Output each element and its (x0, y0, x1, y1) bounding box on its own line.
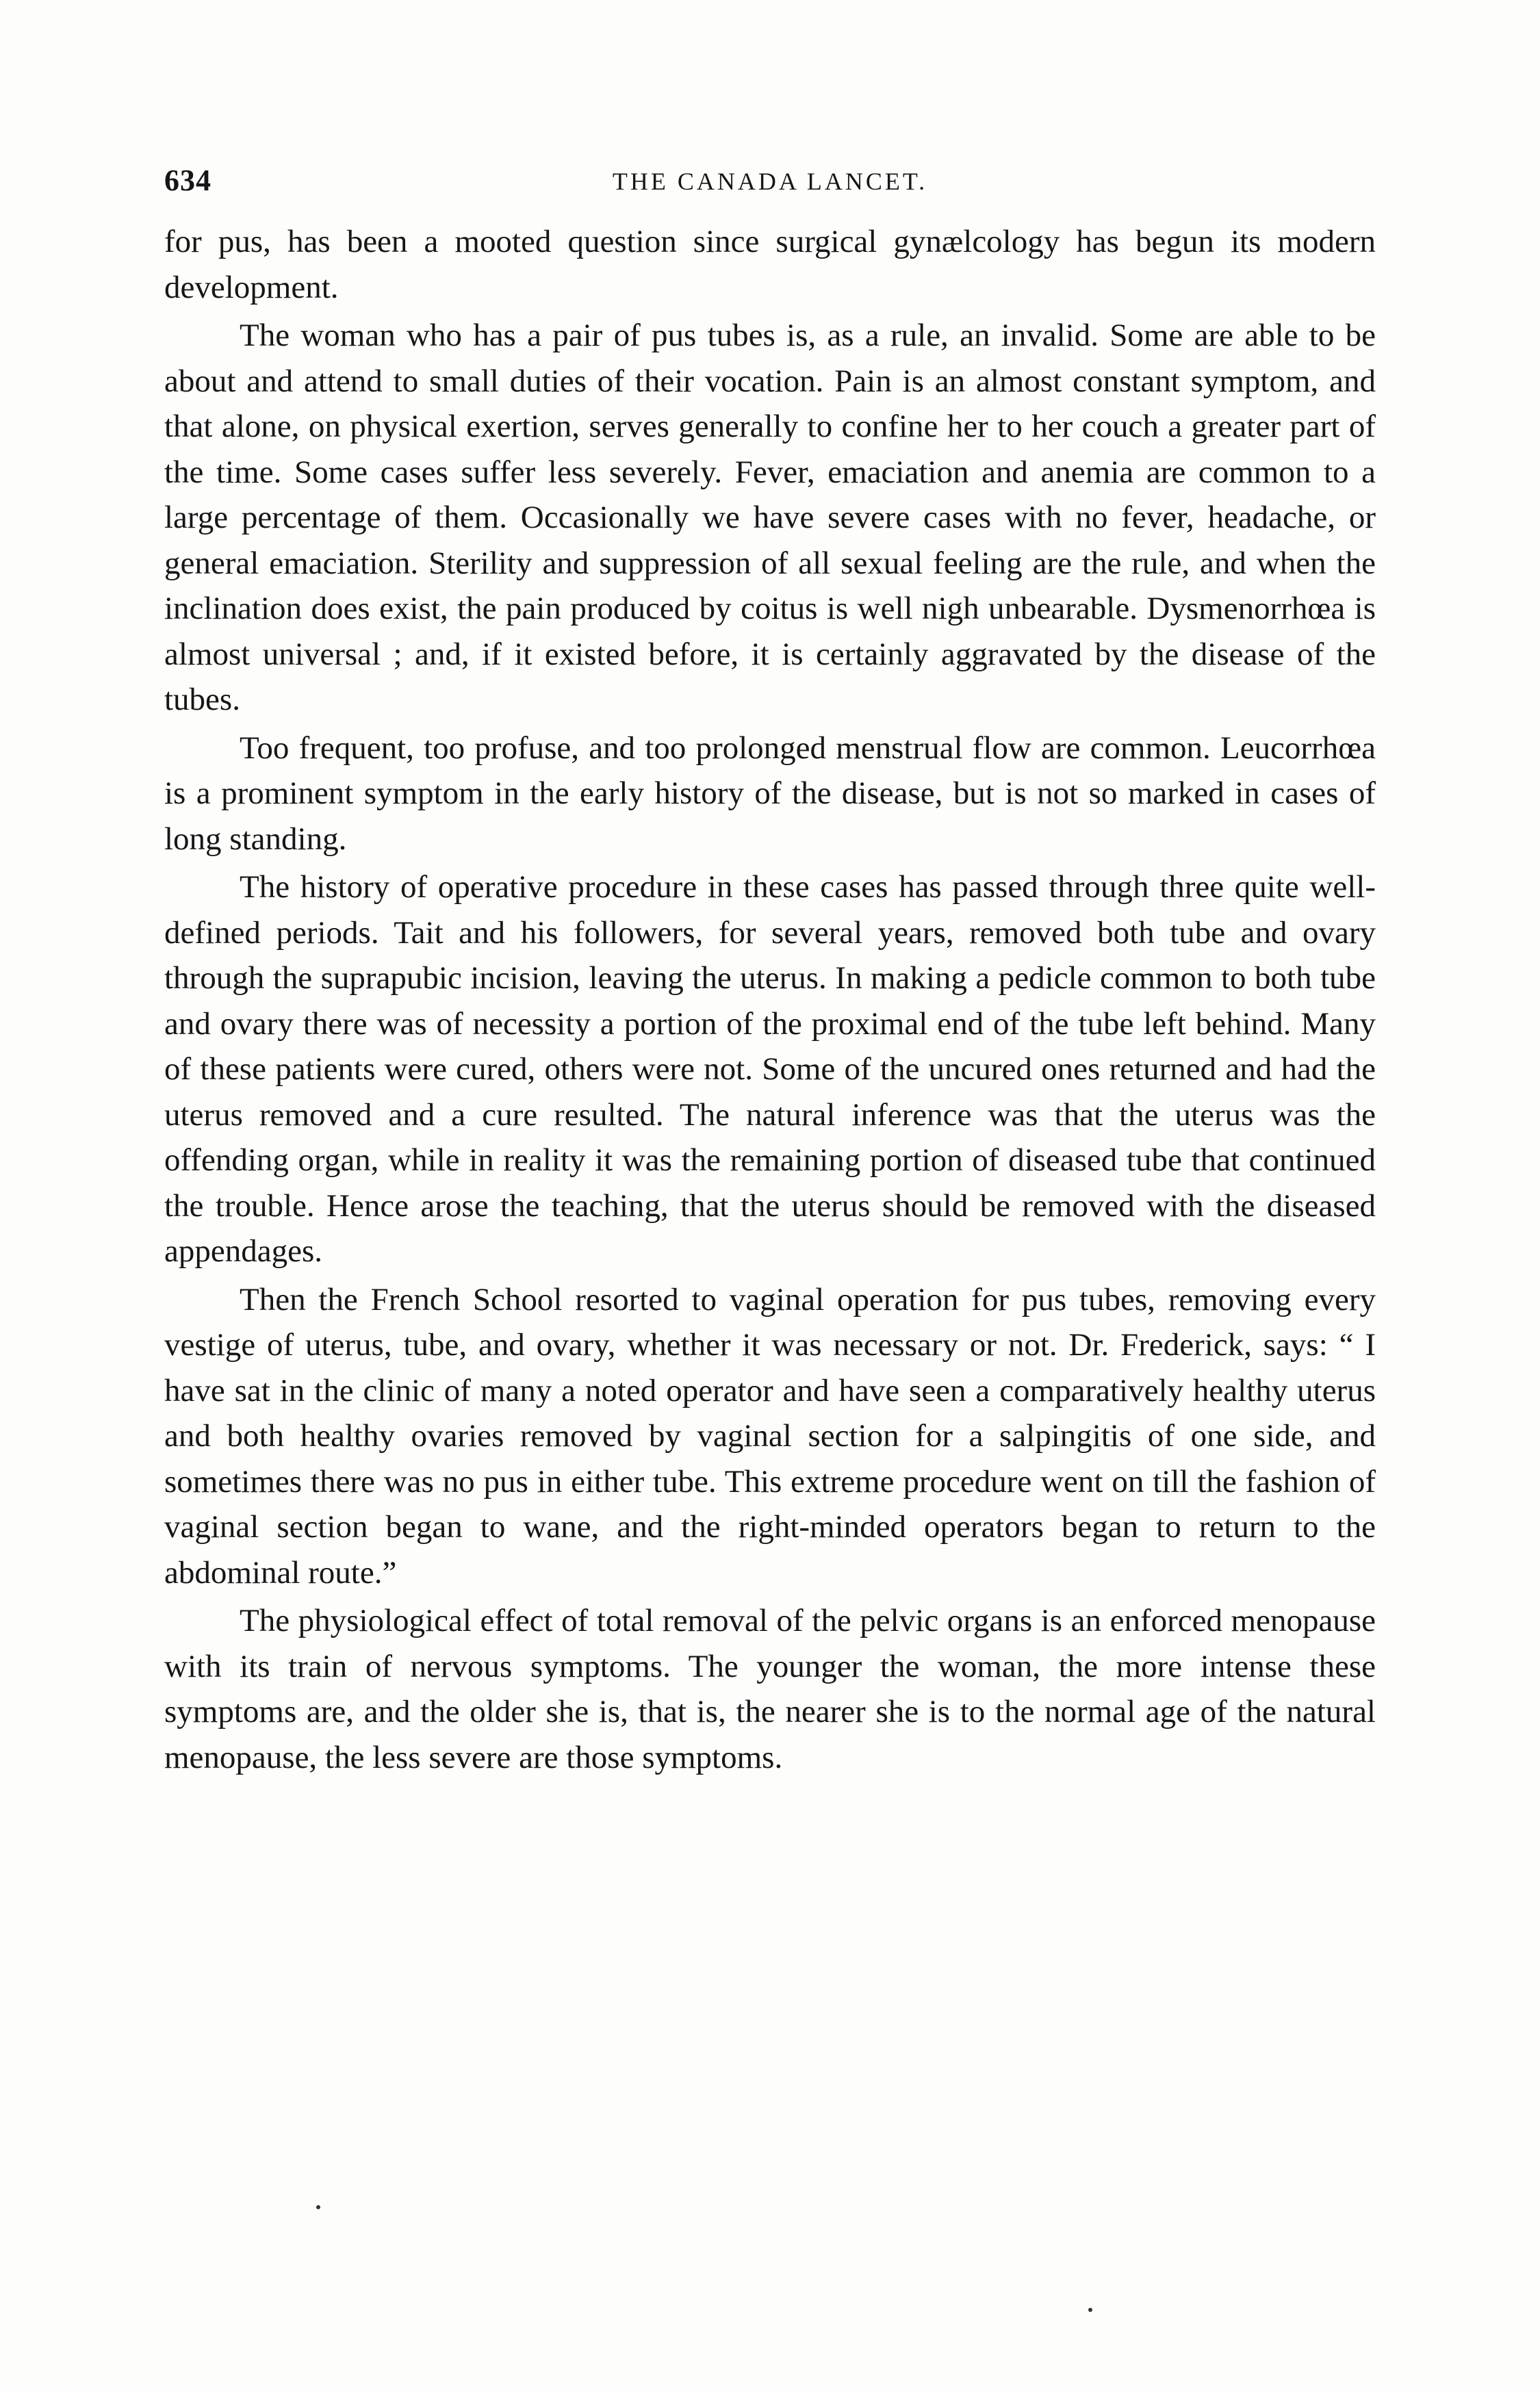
running-title: THE CANADA LANCET. (612, 168, 928, 195)
print-speck (1088, 2308, 1092, 2312)
paragraph-symptoms: The woman who has a pair of pus tubes is, as a rule, an invalid. Some are able to be about and attend to small duties of their vocation. Pain is an almost constant symptom, and that alone, on physical exertion, serves generally to confine her to her couch a greater part of the time. Some cases suffer less severely. Fever, emaciation and anemia are common to a large percentage of them. Occasionally we have severe cases with no fever, headache, or general emaciation. Sterility and suppression of all sexual feeling are the rule, and when the inclination does exist, the pain produced by coitus is well nigh unbearable. Dysmenorrhœa is almost universal ; and, if it existed before, it is certainly aggravated by the disease of the tubes. (164, 318, 1376, 717)
paragraph-continued: for pus, has been a mooted question since surgical gynælcology has begun its modern development. (164, 224, 1376, 305)
article-body (164, 219, 1376, 1780)
paragraph-french-school: Then the French School resorted to vaginal operation for pus tubes, removing every vestige of uterus, tube, and ovary, whether it was necessary or not. Dr. Frederick, says: “ I have sat in the clinic of many a noted operator and have seen a comparatively healthy uterus and both healthy ovaries removed by vaginal section for a salpingitis of one side, and sometimes there was no pus in either tube. This extreme procedure went on till the fashion of vaginal section began to wane, and the right-minded operators began to return to the abdominal route.” (164, 1281, 1376, 1591)
page-number: 634 (164, 164, 211, 197)
paragraph-operative-history: The history of operative procedure in these cases has passed through three quite well-defined periods. Tait and his followers, for several years, removed both tube and ovary through the suprapubic incision, leaving the uterus. In making a pedicle common to both tube and ovary there was of necessity a portion of the proximal end of the tube left behind. Many of these patients were cured, others were not. Some of the uncured ones returned and had the uterus removed and a cure resulted. The natural inference was that the uterus was the offending organ, while in reality it was the remaining portion of diseased tube that continued the trouble. Hence arose the teaching, that the uterus should be removed with the diseased appendages. (164, 869, 1376, 1269)
page-header (164, 163, 1376, 204)
paragraph-menstrual-flow: Too frequent, too profuse, and too prolonged menstrual flow are common. Leucorrhœa is a prominent symptom in the early history of the disease, but is not so marked in cases of long standing. (164, 730, 1376, 857)
paragraph-physiological-effect: The physiological effect of total removal of the pelvic organs is an enforced menopause with its train of nervous symptoms. The younger the woman, the more intense these symptoms are, and the older she is, that is, the nearer she is to the normal age of the natural menopause, the less severe are those symptoms. (164, 1603, 1376, 1775)
print-speck (316, 2205, 320, 2209)
